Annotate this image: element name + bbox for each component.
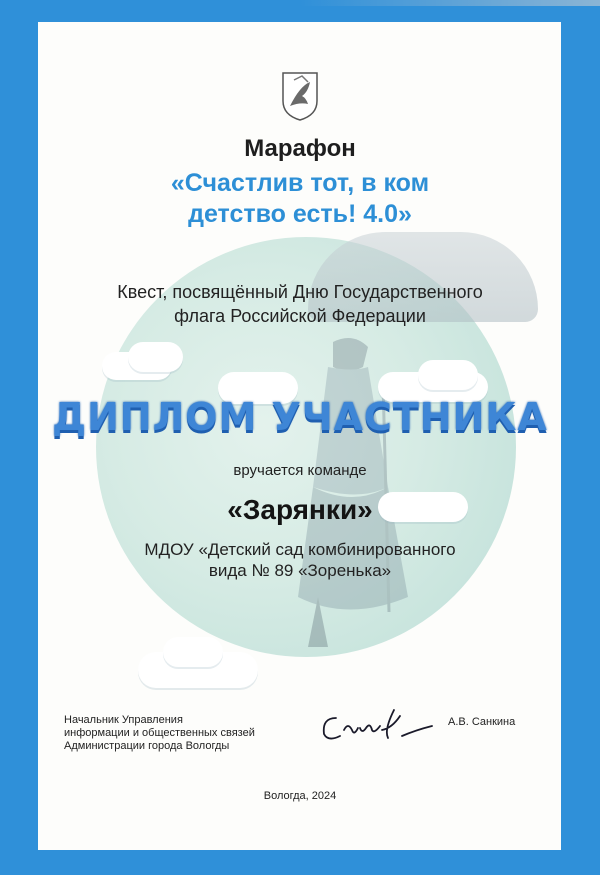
quest-line-1: Квест, посвящённый Дню Государственного — [117, 282, 483, 302]
city-coat-of-arms-icon — [280, 70, 320, 122]
school-line-1: МДОУ «Детский сад комбинированного — [144, 540, 456, 559]
cloud — [163, 637, 223, 667]
school-line-2: вида № 89 «Зоренька» — [208, 561, 392, 580]
cloud — [418, 360, 478, 390]
school-name — [0, 539, 600, 581]
quest-description — [0, 280, 600, 328]
signer-position — [64, 714, 304, 753]
position-line-3: Администрации города Вологды — [64, 740, 230, 752]
event-slogan — [0, 168, 600, 230]
slogan-line-2: детство есть! 4.0» — [188, 200, 412, 228]
handwritten-signature — [316, 700, 436, 748]
position-line-1: Начальник Управления — [64, 714, 183, 726]
quest-line-2: флага Российской Федерации — [174, 306, 426, 326]
signer-name: А.В. Санкина — [448, 716, 516, 728]
city-year: Вологда, 2024 — [263, 790, 337, 802]
event-name: Марафон — [244, 135, 356, 162]
slogan-line-1: «Счастлив тот, в ком — [170, 169, 430, 197]
position-line-2: информации и общественных связей — [64, 727, 255, 739]
team-name: «Зарянки» — [227, 494, 373, 525]
cloud — [128, 342, 183, 372]
scan-edge — [300, 0, 600, 6]
awarded-text: вручается команде — [233, 462, 367, 479]
diploma-title: ДИПЛОМ УЧАСТНИКА — [52, 395, 548, 439]
